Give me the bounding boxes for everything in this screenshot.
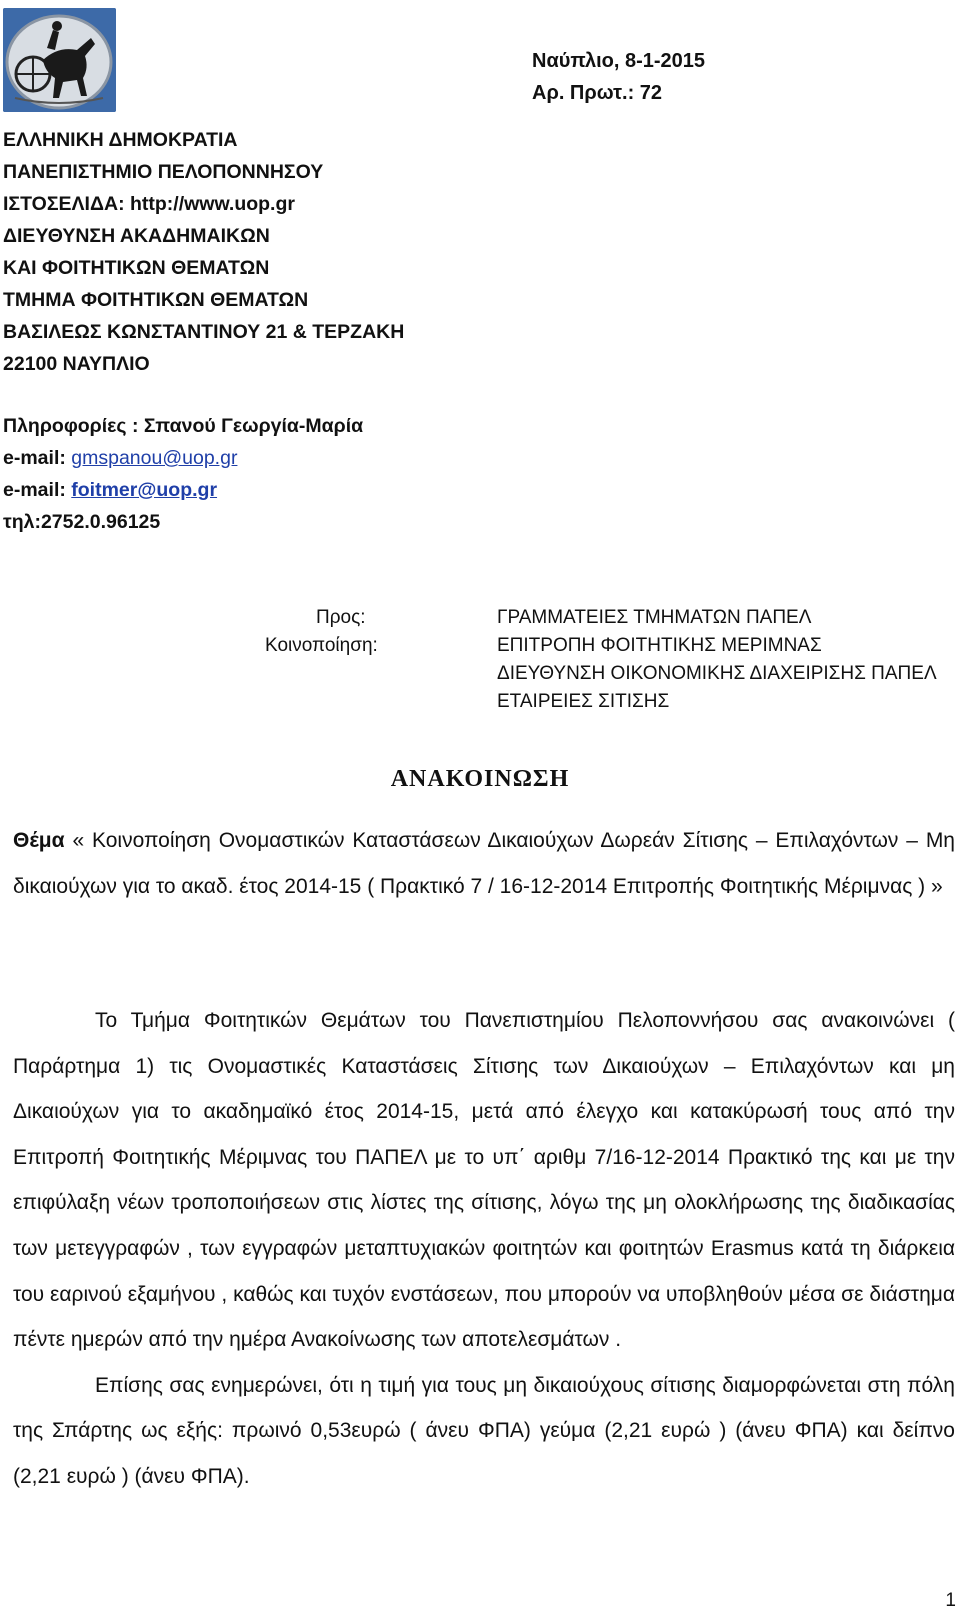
announcement-title: ΑΝΑΚΟΙΝΩΣΗ	[390, 766, 570, 792]
date-protocol-block	[532, 45, 705, 109]
cc-label: Κοινοποίηση:	[265, 635, 378, 656]
phone: τηλ:2752.0.96125	[3, 511, 161, 533]
subject-line	[13, 818, 955, 910]
email-link-gmspanou[interactable]: gmspanou@uop.gr	[71, 447, 238, 469]
recipient-item: ΕΠΙΤΡΟΠΗ ΦΟΙΤΗΤΙΚΗΣ ΜΕΡΙΜΝΑΣ	[497, 635, 822, 656]
subject-text: « Κοινοποίηση Ονομαστικών Καταστάσεων Δικαιούχων Δωρεάν Σίτισης – Επιλαχόντων – Μη δικαιούχων για το ακαδ. έτος 2014-15 ( Πρακτικό 7 / 16-12-2014 Επιτροπής Φοιτητικής Μέριμνας ) »	[13, 829, 955, 898]
header-line: ΔΙΕΥΘΥΝΣΗ ΑΚΑΔΗΜΑΙΚΩΝ	[3, 225, 270, 247]
header-line: ΕΛΛΗΝΙΚΗ ΔΗΜΟΚΡΑΤΙΑ	[3, 129, 238, 151]
body-paragraph: Το Τμήμα Φοιτητικών Θεμάτων του Πανεπιστημίου Πελοποννήσου σας ανακοινώνει ( Παράρτημα 1) τις Ονομαστικές Καταστάσεις Σίτισης των Δικαιούχων – Επιλαχόντων και μη Δικαιούχων για το ακαδημαϊκό έτος 2014-15, μετά από έλεγχο και κατακύρωσή τους από την Επιτροπή Φοιτητικής Μέριμνας του ΠΑΠΕΛ με το υπ΄ αριθμ 7/16-12-2014 Πρακτικό της και με την επιφύλαξη νέων τροποποιήσεων στις λίστες της σίτισης, λόγω της μη ολοκλήρωσης της διαδικασίας των μετεγγραφών , των εγγραφών μεταπτυχιακών φοιτητών και φοιτητών Erasmus κατά τη διάρκεια του εαρινού εξαμήνου , καθώς και τυχόν ενστάσεων, που μπορούν να υποβληθούν μέσα σε διάστημα πέντε ημερών από την ημέρα Ανακοίνωσης των αποτελεσμάτων .	[13, 1009, 955, 1352]
page-number: 1	[945, 1590, 956, 1611]
protocol-number: Αρ. Πρωτ.: 72	[532, 82, 663, 104]
header-line: ΚΑΙ ΦΟΙΤΗΤΙΚΩΝ ΘΕΜΑΤΩΝ	[3, 257, 270, 279]
header-line: ΒΑΣΙΛΕΩΣ ΚΩΝΣΤΑΝΤΙΝΟΥ 21 & ΤΕΡΖΑΚΗ	[3, 321, 405, 343]
email-label: e-mail:	[3, 479, 66, 501]
email-link-foitmer[interactable]: foitmer@uop.gr	[71, 479, 218, 501]
contact-info: Πληροφορίες : Σπανού Γεωργία-Μαρία	[3, 415, 364, 437]
place-date: Ναύπλιο, 8-1-2015	[532, 50, 706, 72]
recipient-item: ΔΙΕΥΘΥΝΣΗ ΟΙΚΟΝΟΜΙΚΗΣ ΔΙΑΧΕΙΡΙΣΗΣ ΠΑΠΕΛ	[497, 663, 937, 684]
recipient-item: ΕΤΑΙΡΕΙΕΣ ΣΙΤΙΣΗΣ	[497, 691, 670, 712]
recipient-list	[497, 604, 937, 716]
to-label: Προς:	[316, 607, 366, 628]
header-line: ΠΑΝΕΠΙΣΤΗΜΙΟ ΠΕΛΟΠΟΝΝΗΣΟΥ	[3, 161, 324, 183]
subject-label: Θέμα	[13, 829, 65, 852]
email-row-2	[3, 474, 404, 506]
recipient-labels	[265, 604, 378, 660]
header-line: ΤΜΗΜΑ ΦΟΙΤΗΤΙΚΩΝ ΘΕΜΑΤΩΝ	[3, 289, 309, 311]
sender-header	[3, 124, 404, 538]
email-label: e-mail:	[3, 447, 66, 469]
email-row-1	[3, 442, 404, 474]
chariot-coin-seal-icon	[3, 8, 116, 112]
header-line: ΙΣΤΟΣΕΛΙΔΑ: http://www.uop.gr	[3, 193, 295, 215]
header-line: 22100 ΝΑΥΠΛΙΟ	[3, 353, 150, 375]
body-paragraph: Επίσης σας ενημερώνει, ότι η τιμή για τους μη δικαιούχους σίτισης διαμορφώνεται στη πόλη της Σπάρτης ως εξής: πρωινό 0,53ευρώ ( άνευ ΦΠΑ) γεύμα (2,21 ευρώ ) (άνευ ΦΠΑ) και δείπνο (2,21 ευρώ ) (άνευ ΦΠΑ).	[13, 1373, 955, 1488]
recipient-item: ΓΡΑΜΜΑΤΕΙΕΣ ΤΜΗΜΑΤΩΝ ΠΑΠΕΛ	[497, 607, 812, 628]
announcement-body	[13, 998, 955, 1500]
